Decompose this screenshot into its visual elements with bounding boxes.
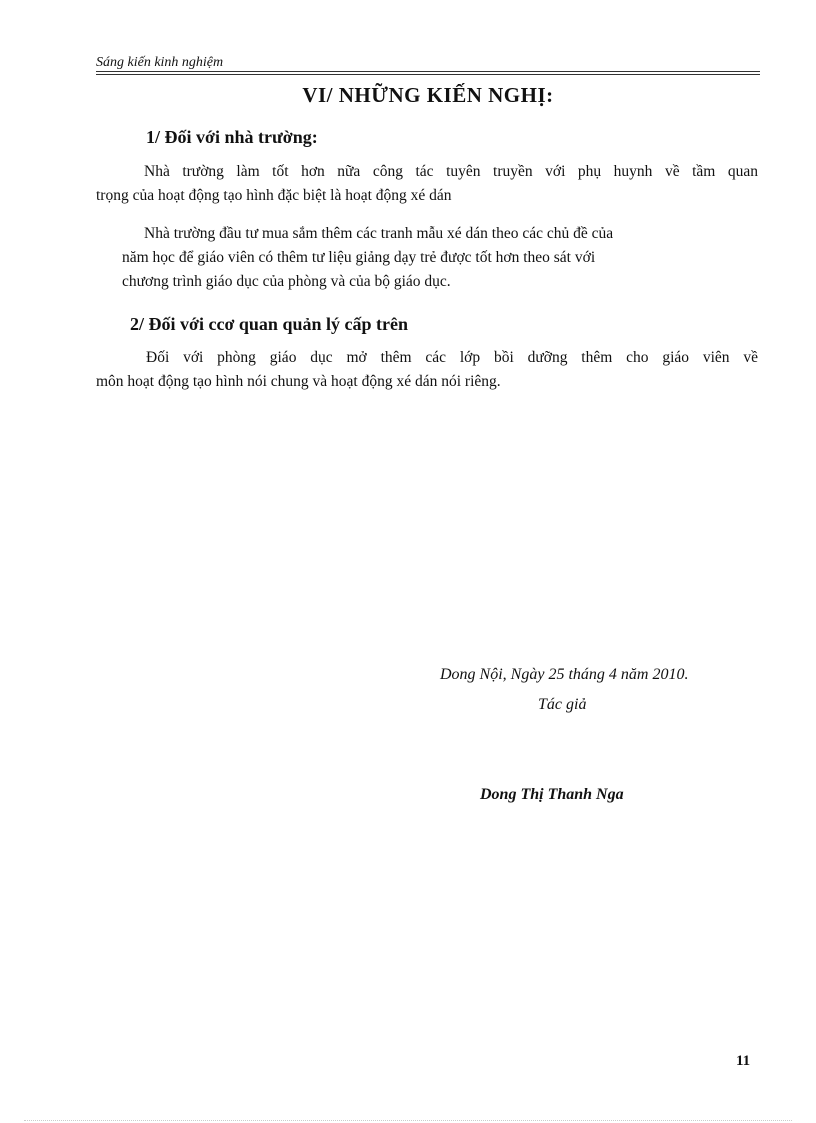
paragraph-line: chương trình giáo dục của phòng và của bộ giáo dục. [122,273,451,290]
paragraph-3 [96,346,758,394]
signature-place-date: Dong Nội, Ngày 25 tháng 4 năm 2010. [440,666,689,683]
paragraph-1 [96,160,758,208]
subsection-heading-1: 1/ Đối với nhà trường: [146,127,318,147]
paragraph-line: trọng của hoạt động tạo hình đặc biệt là hoạt động xé dán [96,187,452,204]
paragraph-2 [96,222,726,294]
signature-role: Tác giả [538,696,587,713]
header-rule [96,71,760,72]
page-number: 11 [736,1053,751,1069]
paragraph-line: Đối với phòng giáo dục mở thêm các lớp bồi dưỡng thêm cho giáo viên về [146,349,758,366]
signature-name: Dong Thị Thanh Nga [480,786,624,803]
running-header: Sáng kiến kinh nghiệm [96,55,224,70]
section-title: VI/ NHỮNG KIẾN NGHỊ: [302,83,554,107]
paragraph-line: năm học để giáo viên có thêm tư liệu giảng dạy trẻ được tốt hơn theo sát với [122,249,596,266]
paragraph-line: Nhà trường làm tốt hơn nữa công tác tuyên truyền với phụ huynh về tầm quan [144,163,758,180]
page-bottom-border [24,1120,792,1121]
header-rule [96,74,760,75]
subsection-heading-2: 2/ Đối với ccơ quan quản lý cấp trên [130,314,408,334]
paragraph-line: môn hoạt động tạo hình nói chung và hoạt động xé dán nói riêng. [96,373,501,390]
paragraph-line: Nhà trường đầu tư mua sắm thêm các tranh mẫu xé dán theo các chủ đề của [144,225,614,242]
